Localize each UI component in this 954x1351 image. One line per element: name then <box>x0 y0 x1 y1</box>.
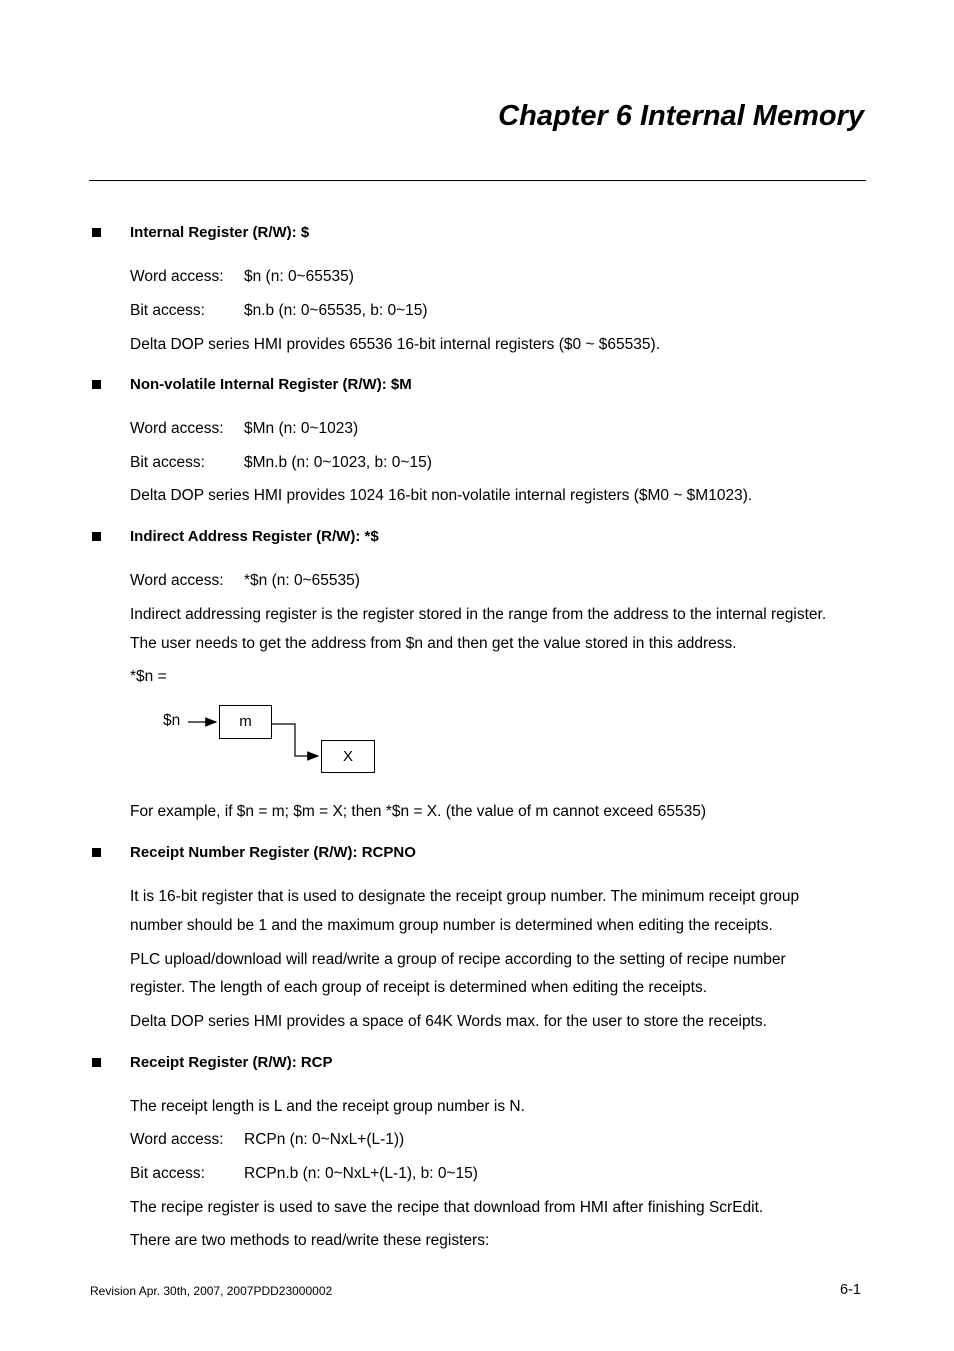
formula-label: *$n = <box>130 668 167 685</box>
paragraph-line: The receipt length is L and the receipt group number is N. <box>130 1098 525 1115</box>
bit-access-value: $n.b (n: 0~65535, b: 0~15) <box>244 302 428 319</box>
paragraph-line: The user needs to get the address from $n and then get the value stored in this address. <box>130 635 737 652</box>
diagram-box-m: m <box>219 705 272 739</box>
section-heading: Non-volatile Internal Register (R/W): $M <box>130 376 412 393</box>
section-heading: Indirect Address Register (R/W): *$ <box>130 528 379 545</box>
chapter-title: Chapter 6 Internal Memory <box>498 100 864 132</box>
paragraph-line: The recipe register is used to save the recipe that download from HMI after finishing ScrEdit. <box>130 1199 764 1216</box>
paragraph-line: It is 16-bit register that is used to designate the receipt group number. The minimum receipt group <box>130 888 800 905</box>
bit-access-value: RCPn.b (n: 0~NxL+(L-1), b: 0~15) <box>244 1165 478 1182</box>
word-access-value: RCPn (n: 0~NxL+(L-1)) <box>244 1131 405 1148</box>
bullet-icon <box>92 1058 101 1067</box>
bit-access-label: Bit access: <box>130 302 205 319</box>
bullet-icon <box>92 848 101 857</box>
section-heading: Receipt Number Register (R/W): RCPNO <box>130 844 416 861</box>
word-access-label: Word access: <box>130 268 224 285</box>
word-access-value: *$n (n: 0~65535) <box>244 572 360 589</box>
paragraph-line: Delta DOP series HMI provides a space of 64K Words max. for the user to store the receipts. <box>130 1013 767 1030</box>
word-access-label: Word access: <box>130 1131 224 1148</box>
paragraph-line: There are two methods to read/write these registers: <box>130 1232 490 1249</box>
bit-access-value: $Mn.b (n: 0~1023, b: 0~15) <box>244 454 432 471</box>
paragraph-line: PLC upload/download will read/write a group of recipe according to the setting of recipe number <box>130 951 786 968</box>
paragraph-line: Indirect addressing register is the register stored in the range from the address to the internal register. <box>130 606 827 623</box>
bit-access-label: Bit access: <box>130 1165 205 1182</box>
section-description: Delta DOP series HMI provides 1024 16-bit non-volatile internal registers ($M0 ~ $M1023). <box>130 487 753 504</box>
word-access-value: $n (n: 0~65535) <box>244 268 354 285</box>
diagram-source-label: $n <box>163 712 181 729</box>
diagram-box-x: X <box>321 740 375 773</box>
word-access-label: Word access: <box>130 572 224 589</box>
example-text: For example, if $n = m; $m = X; then *$n = X. (the value of m cannot exceed 65535) <box>130 803 706 820</box>
paragraph-line: register. The length of each group of receipt is determined when editing the receipts. <box>130 979 708 996</box>
section-heading: Receipt Register (R/W): RCP <box>130 1054 333 1071</box>
word-access-label: Word access: <box>130 420 224 437</box>
arrow-to-x-icon <box>272 724 318 756</box>
paragraph-line: number should be 1 and the maximum group number is determined when editing the receipts. <box>130 917 773 934</box>
section-heading: Internal Register (R/W): $ <box>130 224 310 241</box>
page-number: 6-1 <box>840 1282 861 1298</box>
footer-revision: Revision Apr. 30th, 2007, 2007PDD23000002 <box>90 1284 333 1298</box>
bit-access-label: Bit access: <box>130 454 205 471</box>
word-access-value: $Mn (n: 0~1023) <box>244 420 359 437</box>
section-description: Delta DOP series HMI provides 65536 16-bit internal registers ($0 ~ $65535). <box>130 336 660 353</box>
